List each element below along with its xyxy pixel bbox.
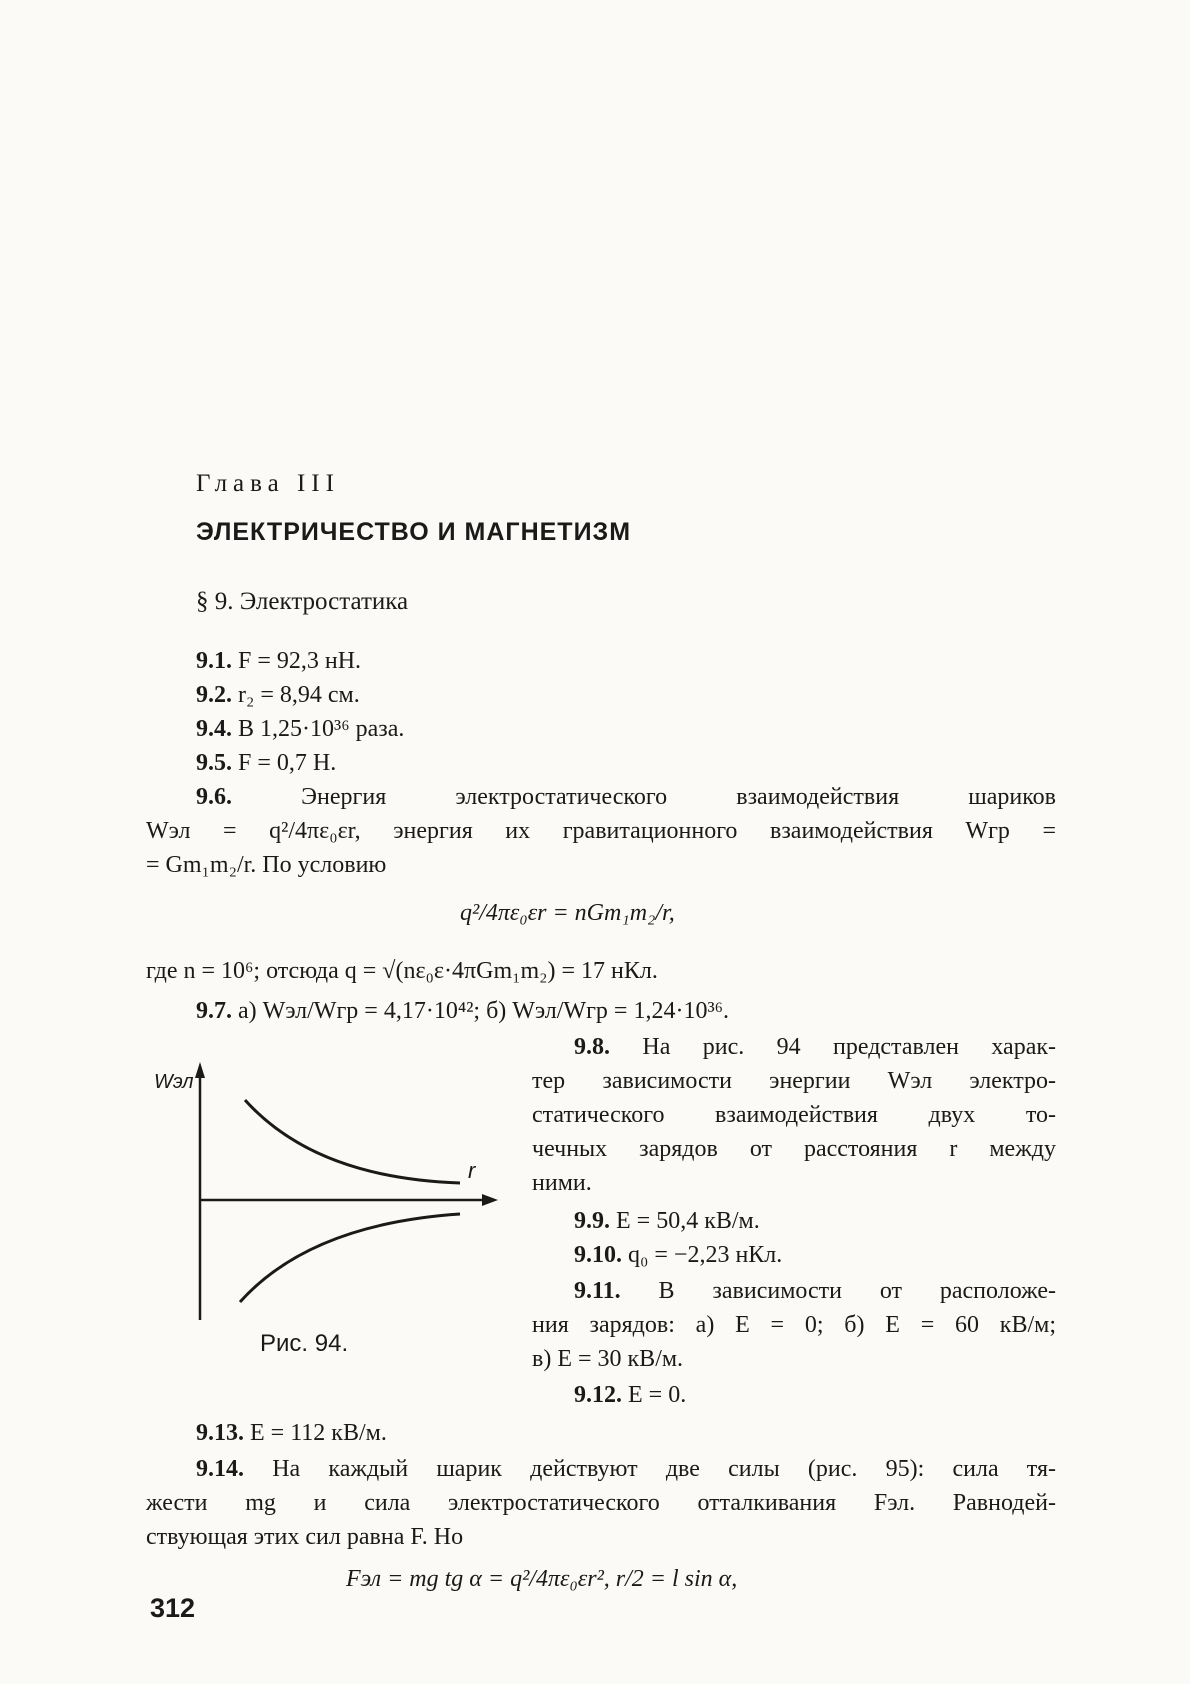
answer-number: 9.12. [574,1382,622,1408]
answer-number: 9.13. [196,1420,244,1446]
answer-number: 9.1. [196,648,232,674]
answer-number: 9.5. [196,750,232,776]
answer-text: E = 0. [628,1382,687,1408]
answer-number: 9.8. [574,1034,610,1060]
answer-9-2 [196,682,360,709]
answer-text: F = 0,7 Н. [238,750,337,776]
energy-curve-positive [245,1100,460,1183]
chapter-title: ЭЛЕКТРИЧЕСТВО И МАГНЕТИЗМ [196,518,632,546]
answer-9-14-line3: ствующая этих сил равна F. Но [146,1524,464,1550]
figure-caption: Рис. 94. [260,1330,349,1357]
y-axis-label: Wэл [154,1071,194,1093]
answer-number: 9.6. [196,784,232,810]
answer-9-8-line1 [574,1034,1056,1061]
energy-curve-negative [240,1214,460,1302]
section-title: § 9. Электростатика [196,588,409,615]
answer-9-5 [196,750,336,777]
answer-text: E = 50,4 кВ/м. [616,1208,760,1234]
answer-number: 9.4. [196,716,232,742]
answer-9-8-line3: статического взаимодействия двух то- [532,1102,1056,1128]
answer-9-6-line4: где n = 10⁶; отсюда q = √(nε₀ε·4πGm₁m₂) = 17 нКл. [146,958,658,984]
answer-9-6-line1 [196,784,1056,811]
answer-text: r₂ = 8,94 см. [238,682,360,708]
answer-text: В зависимости от расположе- [658,1278,1056,1304]
answer-9-12 [574,1382,686,1409]
answer-9-13 [196,1420,387,1447]
answer-text: E = 112 кВ/м. [250,1420,387,1446]
answer-9-8-line2: тер зависимости энергии Wэл электро- [532,1068,1056,1094]
answer-9-6-line3: = Gm₁m₂/r. По условию [146,852,387,878]
answer-text: В 1,25·10³⁶ раза. [238,716,405,742]
answer-9-11-line3: в) E = 30 кВ/м. [532,1346,684,1372]
answer-9-7 [196,998,729,1025]
formula-condition: q²/4πε₀εr = nGm₁m₂/r, [460,900,675,926]
answer-text: F = 92,3 нН. [238,648,362,674]
page-number: 312 [150,1593,196,1623]
answer-number: 9.7. [196,998,232,1024]
answer-9-14-line1 [196,1456,1056,1483]
answer-number: 9.2. [196,682,232,708]
answer-9-8-line5: ними. [532,1170,592,1196]
answer-number: 9.11. [574,1278,621,1304]
answer-text: а) Wэл/Wгр = 4,17·10⁴²; б) Wэл/Wгр = 1,24·10³⁶. [238,998,730,1024]
x-axis-arrow-icon [482,1194,498,1206]
answer-9-6-line2: Wэл = q²/4πε₀εr, энергия их гравитационного взаимодействия Wгр = [146,818,1056,844]
y-axis-arrow-icon [195,1062,205,1078]
answer-text: Энергия электростатического взаимодействия шариков [301,784,1057,810]
answer-number: 9.9. [574,1208,610,1234]
answer-number: 9.10. [574,1242,622,1268]
answer-9-10 [574,1242,782,1269]
answer-9-1 [196,648,361,675]
answer-9-11-line2: ния зарядов: а) E = 0; б) E = 60 кВ/м; [532,1312,1056,1338]
chapter-label: Глава III [196,470,340,497]
answer-text: На каждый шарик действуют две силы (рис. 95): сила тя- [272,1456,1057,1482]
x-axis-label: r [468,1158,476,1183]
answer-9-11-line1 [574,1278,1056,1305]
answer-number: 9.14. [196,1456,244,1482]
figure-94 [150,1060,510,1330]
answer-9-9 [574,1208,760,1235]
answer-text: На рис. 94 представлен харак- [642,1034,1057,1060]
answer-text: q₀ = −2,23 нКл. [628,1242,783,1268]
answer-9-14-line2: жести mg и сила электростатического отталкивания Fэл. Равнодей- [146,1490,1056,1516]
formula-forces: Fэл = mg tg α = q²/4πε₀εr², r/2 = l sin α, [346,1566,738,1592]
answer-9-4 [196,716,404,743]
answer-9-8-line4: чечных зарядов от расстояния r между [532,1136,1056,1162]
